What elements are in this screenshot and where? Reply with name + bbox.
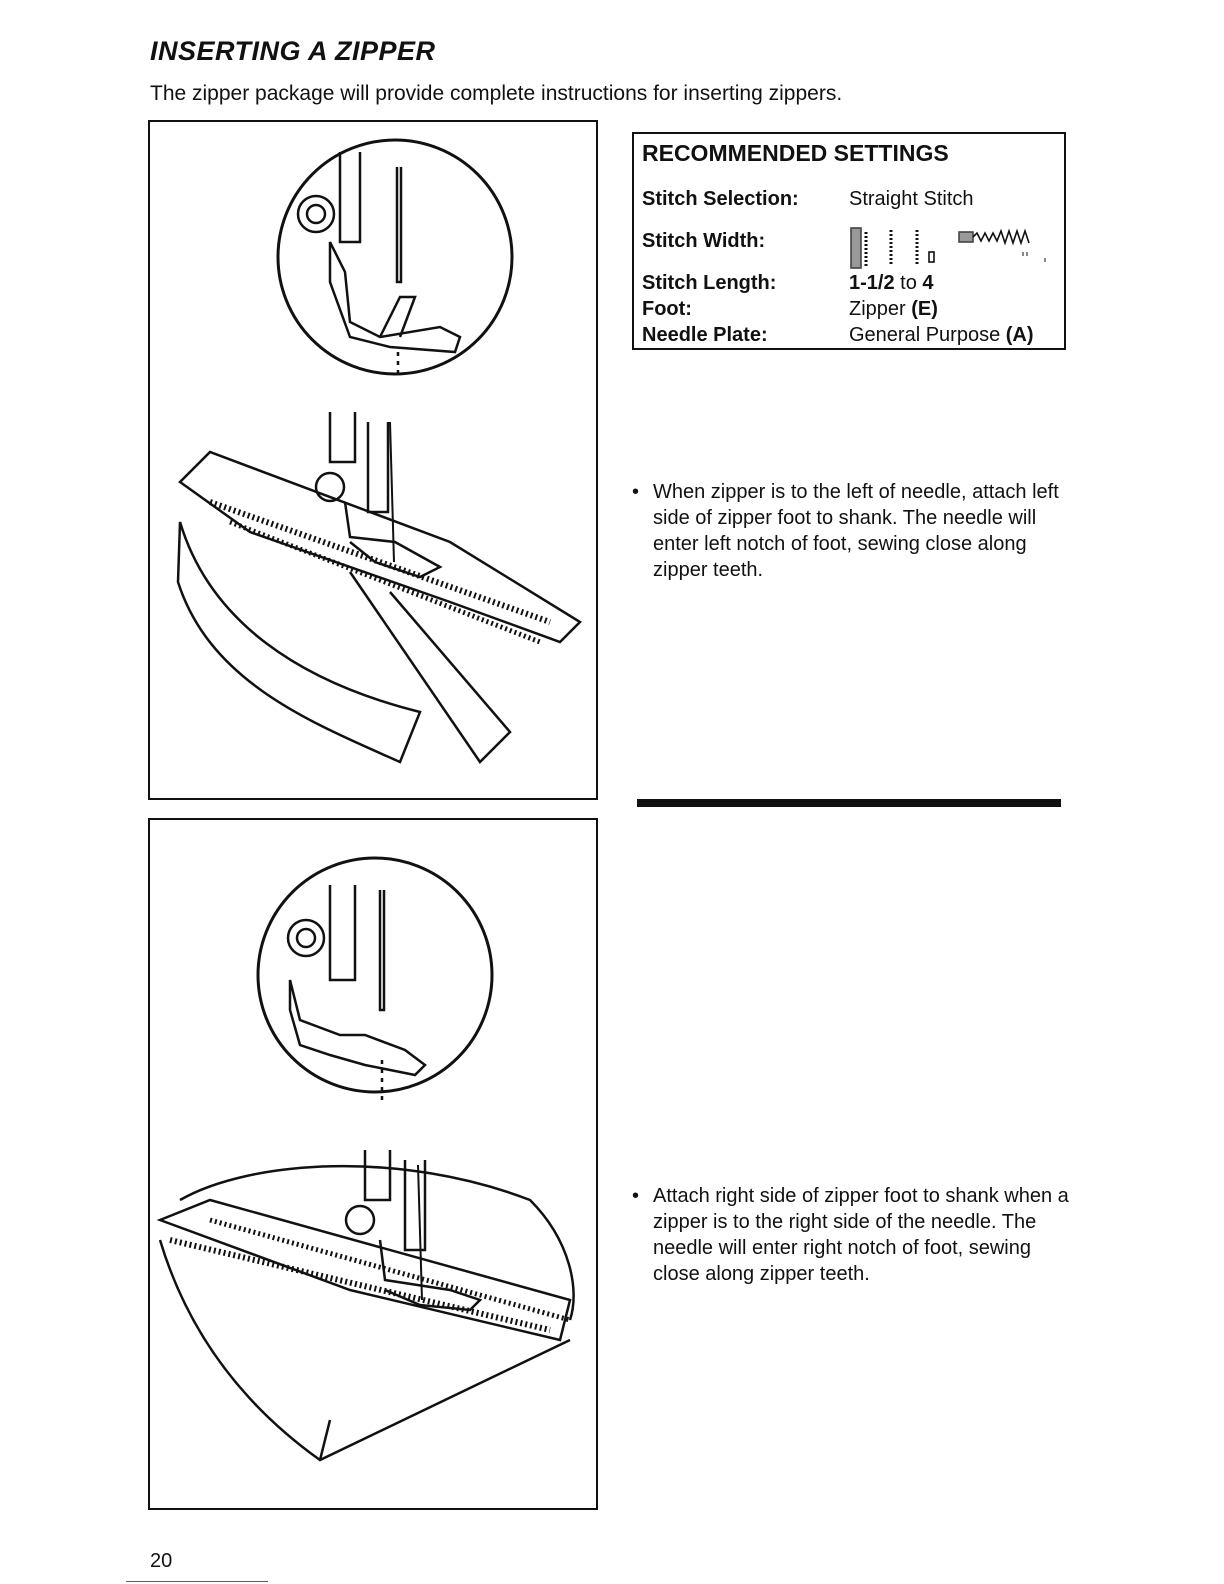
- zipper-foot-left-side-icon: [150, 122, 596, 798]
- section-divider: [637, 799, 1061, 807]
- zipper-foot-right-side-icon: [150, 820, 596, 1508]
- instruction-left-zipper: • When zipper is to the left of needle, attach left side of zipper foot to shank. The needle will enter left notch of foot, sewing close along zipper teeth.: [632, 479, 1072, 583]
- instruction-right-zipper: • Attach right side of zipper foot to shank when a zipper is to the right side of the needle. The needle will enter right notch of foot, sewing close along zipper teeth.: [632, 1183, 1072, 1287]
- intro-text: The zipper package will provide complete instructions for inserting zippers.: [150, 82, 843, 105]
- settings-heading: RECOMMENDED SETTINGS: [642, 140, 949, 166]
- setting-label: Stitch Selection:: [642, 188, 799, 210]
- setting-label: Stitch Length:: [642, 272, 777, 294]
- footer-rule: [126, 1581, 268, 1582]
- setting-value: General Purpose (A): [849, 324, 1034, 346]
- zipper-foot-right-illustration: [148, 818, 598, 1510]
- setting-label: Foot:: [642, 298, 692, 320]
- recommended-settings-box: [632, 132, 1066, 350]
- page-title: INSERTING A ZIPPER: [150, 36, 436, 66]
- zipper-foot-left-illustration: [148, 120, 598, 800]
- setting-label: Needle Plate:: [642, 324, 768, 346]
- stitch-width-dial-icon: [849, 226, 1049, 270]
- setting-label: Stitch Width:: [642, 230, 766, 252]
- setting-value: Straight Stitch: [849, 188, 974, 210]
- page-number: 20: [150, 1550, 173, 1572]
- setting-value: Zipper (E): [849, 298, 938, 320]
- setting-value: 1-1/2 to 4: [849, 272, 934, 294]
